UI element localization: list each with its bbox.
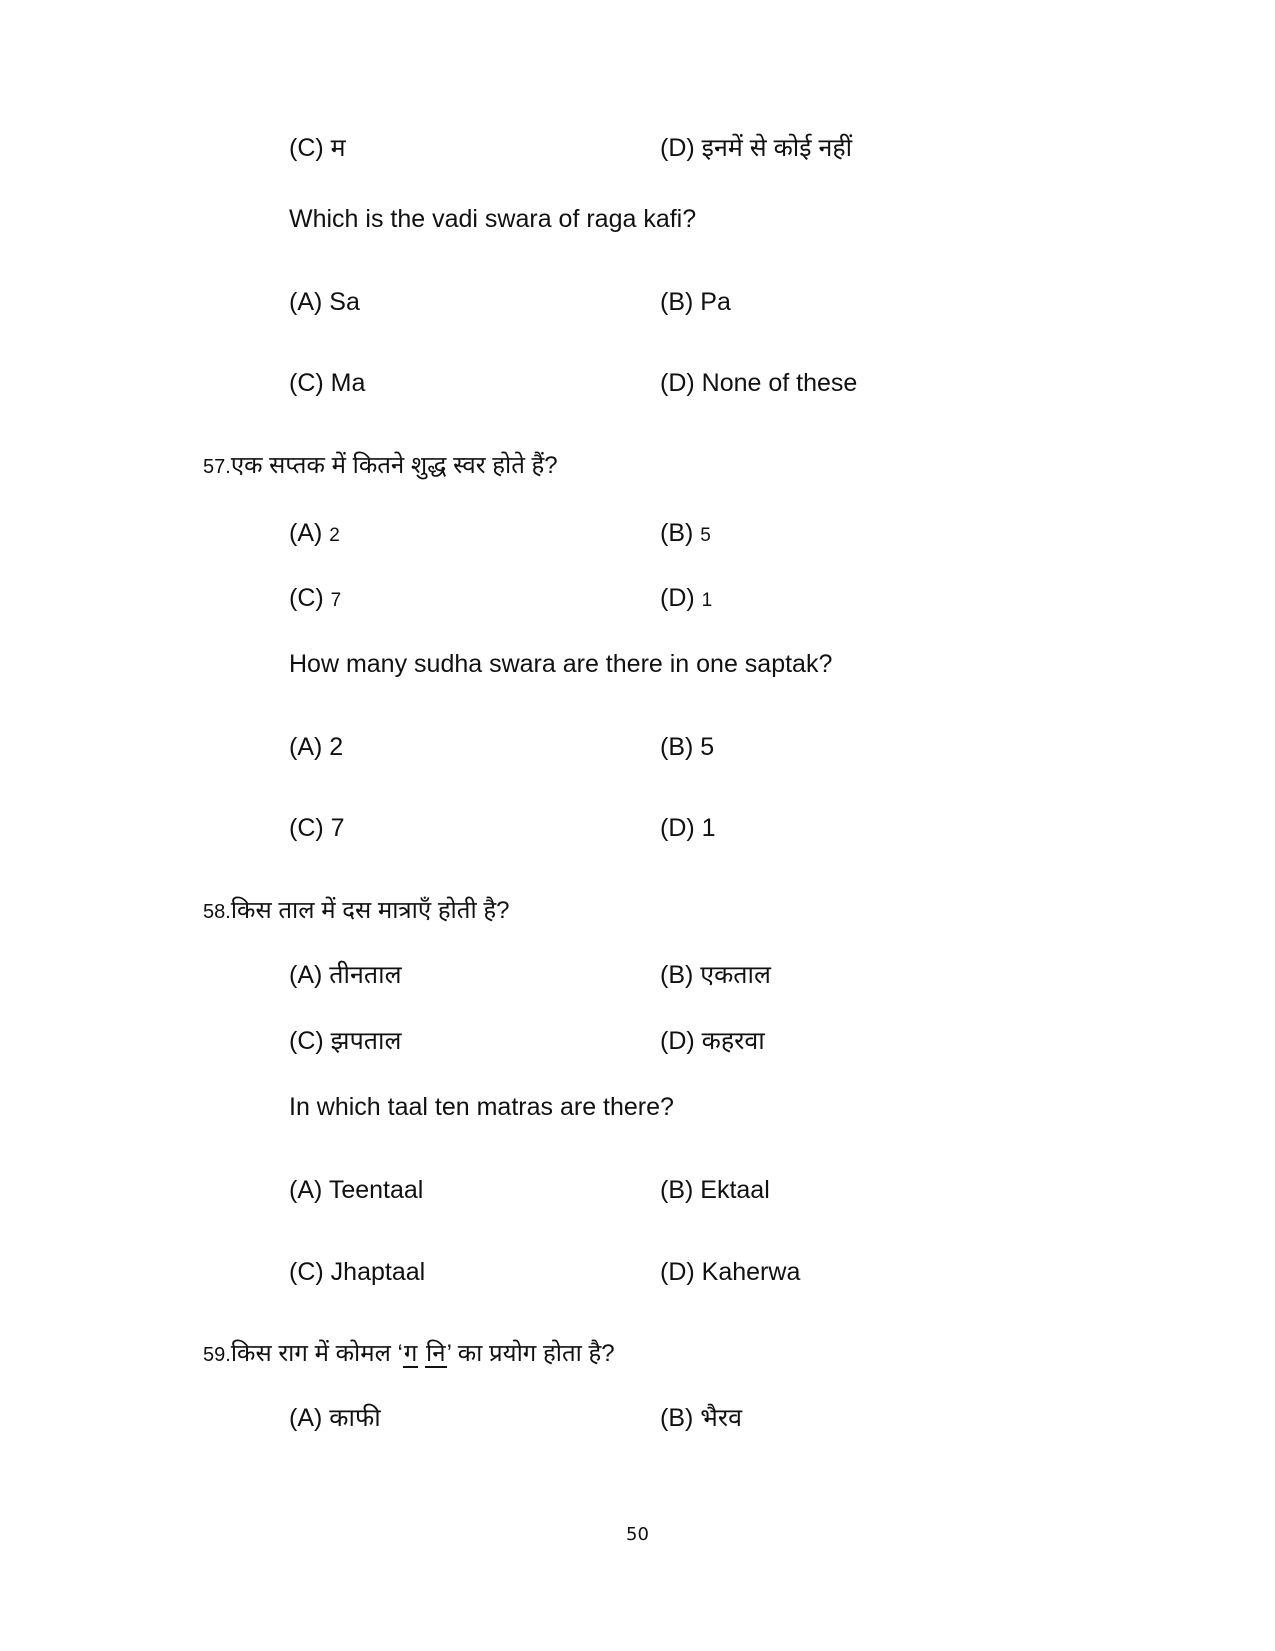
option-label: (A) bbox=[289, 1404, 323, 1432]
option-label: (B) bbox=[660, 961, 694, 989]
option-b bbox=[660, 732, 714, 762]
option-value: Jhaptaal bbox=[330, 1258, 426, 1286]
option-a bbox=[289, 732, 343, 762]
option-c bbox=[289, 583, 341, 613]
option-label: (C) bbox=[289, 584, 324, 612]
question-text-hi: एक सप्तक में कितने शुद्ध स्वर होते हैं? bbox=[230, 452, 558, 479]
option-value: 1 bbox=[701, 590, 713, 611]
option-label: (B) bbox=[660, 288, 694, 316]
option-d bbox=[660, 133, 852, 163]
option-label: (D) bbox=[660, 814, 695, 842]
question-text-hi-pre: किस राग में कोमल ‘ bbox=[230, 1340, 403, 1367]
option-value: कहरवा bbox=[701, 1027, 765, 1055]
question-text-en: How many sudha swara are there in one saptak? bbox=[289, 650, 833, 678]
option-value: म bbox=[330, 134, 346, 162]
option-value: Kaherwa bbox=[701, 1258, 801, 1286]
option-value: Ektaal bbox=[700, 1176, 770, 1204]
option-a bbox=[289, 1175, 423, 1205]
option-b bbox=[660, 287, 731, 317]
option-label: (B) bbox=[660, 733, 694, 761]
option-label: (D) bbox=[660, 134, 695, 162]
option-label: (A) bbox=[289, 519, 323, 547]
option-d bbox=[660, 583, 712, 613]
option-value: 2 bbox=[329, 525, 340, 546]
option-label: (D) bbox=[660, 369, 695, 397]
question-number: 59. bbox=[203, 1344, 231, 1366]
option-a bbox=[289, 518, 340, 548]
option-value: 5 bbox=[700, 525, 711, 546]
option-label: (B) bbox=[660, 519, 694, 547]
option-value: None of these bbox=[701, 369, 858, 397]
option-c bbox=[289, 1026, 401, 1056]
option-value: 7 bbox=[330, 814, 345, 842]
option-label: (A) bbox=[289, 961, 323, 989]
question-text-hi-post: ’ का प्रयोग होता है? bbox=[446, 1340, 615, 1367]
option-label: (C) bbox=[289, 814, 324, 842]
option-label: (D) bbox=[660, 1258, 695, 1286]
option-label: (A) bbox=[289, 1176, 323, 1204]
option-label: (B) bbox=[660, 1176, 694, 1204]
option-value: एकताल bbox=[700, 961, 771, 989]
option-d bbox=[660, 1026, 765, 1056]
option-d bbox=[660, 1257, 800, 1287]
option-value: तीनताल bbox=[329, 961, 402, 989]
option-b bbox=[660, 960, 771, 990]
option-b bbox=[660, 1175, 770, 1205]
option-d bbox=[660, 813, 716, 843]
question-number: 58. bbox=[203, 901, 231, 923]
option-b bbox=[660, 1403, 742, 1433]
option-value: Pa bbox=[700, 288, 731, 316]
question-57-hindi bbox=[203, 452, 558, 481]
komal-ga-note: ग bbox=[403, 1340, 418, 1367]
question-59-hindi bbox=[203, 1340, 615, 1369]
option-value: 7 bbox=[330, 590, 342, 611]
question-number: 57. bbox=[203, 456, 231, 478]
option-label: (B) bbox=[660, 1404, 694, 1432]
option-value: Sa bbox=[329, 288, 360, 316]
option-value: काफी bbox=[329, 1404, 381, 1432]
option-b bbox=[660, 518, 711, 548]
option-label: (A) bbox=[289, 733, 323, 761]
question-text-hi: किस ताल में दस मात्राएँ होती है? bbox=[230, 897, 510, 924]
option-value: इनमें से कोई नहीं bbox=[701, 134, 853, 162]
option-a bbox=[289, 1403, 381, 1433]
option-a bbox=[289, 960, 402, 990]
option-c bbox=[289, 133, 346, 163]
question-text-en: In which taal ten matras are there? bbox=[289, 1093, 674, 1121]
komal-ni-note: नि bbox=[426, 1340, 446, 1367]
option-label: (C) bbox=[289, 1258, 324, 1286]
option-c bbox=[289, 1257, 425, 1287]
question-text-en: Which is the vadi swara of raga kafi? bbox=[289, 205, 697, 233]
question-58-hindi bbox=[203, 897, 509, 926]
option-label: (D) bbox=[660, 584, 695, 612]
page-number: 50 bbox=[626, 1524, 649, 1545]
option-value: झपताल bbox=[330, 1027, 402, 1055]
option-value: 1 bbox=[701, 814, 716, 842]
option-c bbox=[289, 813, 345, 843]
option-value: 2 bbox=[329, 733, 344, 761]
option-a bbox=[289, 287, 360, 317]
option-c bbox=[289, 368, 365, 398]
option-label: (D) bbox=[660, 1027, 695, 1055]
option-d bbox=[660, 368, 857, 398]
option-label: (C) bbox=[289, 134, 324, 162]
option-label: (A) bbox=[289, 288, 323, 316]
option-value: 5 bbox=[700, 733, 715, 761]
option-value: भैरव bbox=[700, 1404, 742, 1432]
option-label: (C) bbox=[289, 369, 324, 397]
option-value: Teentaal bbox=[328, 1176, 424, 1204]
option-value: Ma bbox=[330, 369, 366, 397]
option-label: (C) bbox=[289, 1027, 324, 1055]
